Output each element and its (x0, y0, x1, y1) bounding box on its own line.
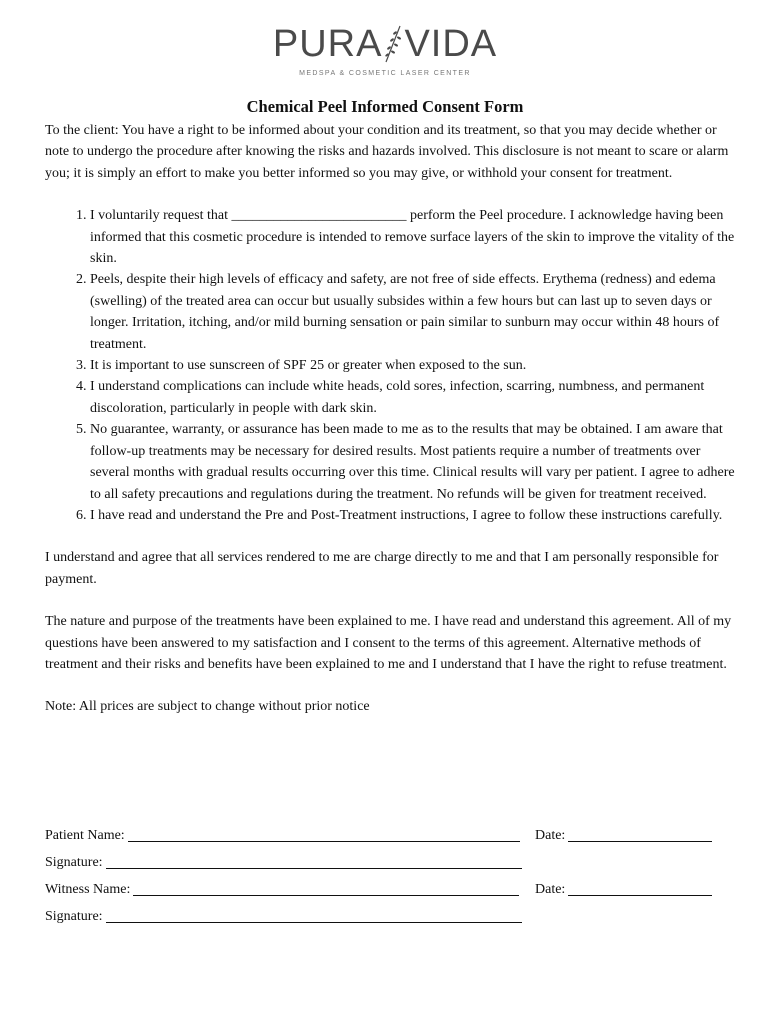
company-logo (0, 24, 770, 77)
witness-name-label: Witness Name: (45, 882, 131, 897)
nature-paragraph: The nature and purpose of the treatments have been explained to me. I have read and understand this agreement. All of my questions have been answered to my satisfaction and I consent to the terms of this agreement. Alternative methods of treatment and their risks and benefits have been explained to me and I understand that I have the right to refuse treatment. (45, 614, 732, 672)
list-item: 1. I voluntarily request that _________________________ perform the Peel procedure. I acknowledge having been informed that this cosmetic procedure is intended to remove surface layers of the skin to improve the vitality of the skin. (90, 205, 735, 269)
patient-name-field[interactable] (128, 827, 520, 842)
date-row-1 (535, 827, 712, 844)
signature-field-2[interactable] (106, 908, 522, 923)
date-row-2 (535, 881, 712, 898)
consent-list (45, 205, 735, 526)
signature-row-1 (45, 854, 522, 871)
patient-name-row (45, 827, 520, 844)
form-title: Chemical Peel Informed Consent Form (246, 97, 524, 116)
signature-field-1[interactable] (106, 854, 522, 869)
payment-paragraph: I understand and agree that all services rendered to me are charge directly to me and that I am personally responsible for payment. (45, 550, 719, 587)
date-label-2: Date: (535, 882, 566, 897)
signature-row-2 (45, 908, 522, 925)
list-item: 2. Peels, despite their high levels of efficacy and safety, are not free of side effects. Erythema (redness) and edema (swelling) of the treated area can occur but usually subsides within a few hours but can last up to seven days or longer. Irritation, itching, and/or mild burning sensation or pain similar to sunburn may occur within 48 hours of treatment. (90, 269, 735, 355)
logo-text-right: VIDA (404, 23, 498, 65)
form-body (45, 120, 735, 718)
leaf-sprig-icon (380, 24, 406, 64)
date-field-2[interactable] (568, 881, 712, 896)
logo-tagline: MEDSPA & COSMETIC LASER CENTER (299, 70, 471, 77)
signature-label-2: Signature: (45, 909, 103, 924)
signature-label-1: Signature: (45, 855, 103, 870)
list-item: 4. I understand complications can include white heads, cold sores, infection, scarring, numbness, and permanent discoloration, particularly in people with dark skin. (90, 376, 735, 419)
logo-text-left: PURA (272, 23, 383, 65)
date-label-1: Date: (535, 828, 566, 843)
list-item: 5. No guarantee, warranty, or assurance has been made to me as to the results that may be obtained. I am aware that follow-up treatments may be necessary for desired results. Most patients require a number of treatments over several months with gradual results occurring over this time. Clinical results will vary per patient. I agree to adhere to all safety precautions and regulations during the treatment. No refunds will be given for treatment received. (90, 419, 735, 505)
patient-name-label: Patient Name: (45, 828, 125, 843)
date-field-1[interactable] (568, 827, 712, 842)
intro-paragraph: To the client: You have a right to be informed about your condition and its treatment, so that you may decide whether or note to undergo the procedure after knowing the risks and hazards involved. This disclosure is not meant to scare or alarm you; it is simply an effort to make you better informed so you may give, or withhold your consent for treatment. (45, 123, 729, 181)
witness-name-row (45, 881, 519, 898)
prices-note: Note: All prices are subject to change without prior notice (45, 699, 370, 715)
witness-name-field[interactable] (133, 881, 519, 896)
list-item: 6. I have read and understand the Pre and Post-Treatment instructions, I agree to follow these instructions carefully. (90, 505, 735, 526)
list-item: 3. It is important to use sunscreen of SPF 25 or greater when exposed to the sun. (90, 355, 735, 376)
